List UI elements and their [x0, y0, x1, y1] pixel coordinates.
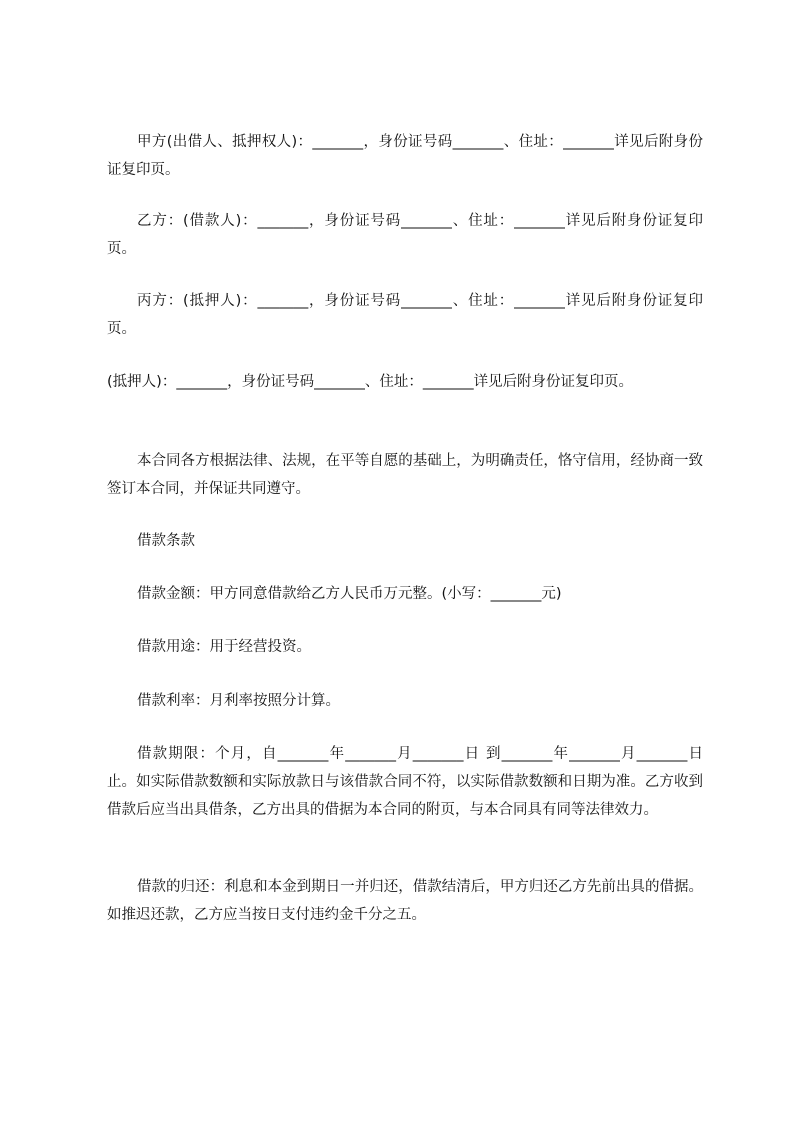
preamble-paragraph: 本合同各方根据法律、法规，在平等自愿的基础上，为明确责任，恪守信用，经协商一致签订本合同，并保证共同遵守。	[107, 453, 703, 497]
pledger-paragraph: (抵押人)：_______，身份证号码_______、住址：_______详见后附身份证复印页。	[107, 374, 634, 390]
loan-rate-clause: 借款利率：月利率按照分计算。	[137, 693, 340, 709]
loan-term-clause: 借款期限：个月，自_______年_______月_______日 到_______年_______月_______日 止。如实际借款数额和实际放款日与该借款合同不符，以实际借款数额和日期为准。乙方收到借款后应当出具借条，乙方出具的借据为本合同的附页，与本合同具有同等法律效力。	[107, 746, 703, 818]
party-c-paragraph: 丙方：(抵押人)：_______，身份证号码_______、住址：_______详见后附身份证复印页。	[107, 293, 703, 337]
section-title: 借款条款	[137, 533, 195, 549]
loan-amount-clause: 借款金额：甲方同意借款给乙方人民币万元整。(小写：_______元)	[137, 586, 562, 602]
party-b-paragraph: 乙方：(借款人)：_______，身份证号码_______、住址：_______详见后附身份证复印页。	[107, 213, 703, 257]
repayment-clause: 借款的归还：利息和本金到期日一并归还，借款结清后，甲方归还乙方先前出具的借据。如推迟还款，乙方应当按日支付违约金千分之五。	[107, 879, 703, 923]
party-a-paragraph: 甲方(出借人、抵押权人)：_______，身份证号码_______、住址：_______详见后附身份证复印页。	[107, 134, 703, 178]
loan-purpose-clause: 借款用途：用于经营投资。	[137, 639, 311, 655]
